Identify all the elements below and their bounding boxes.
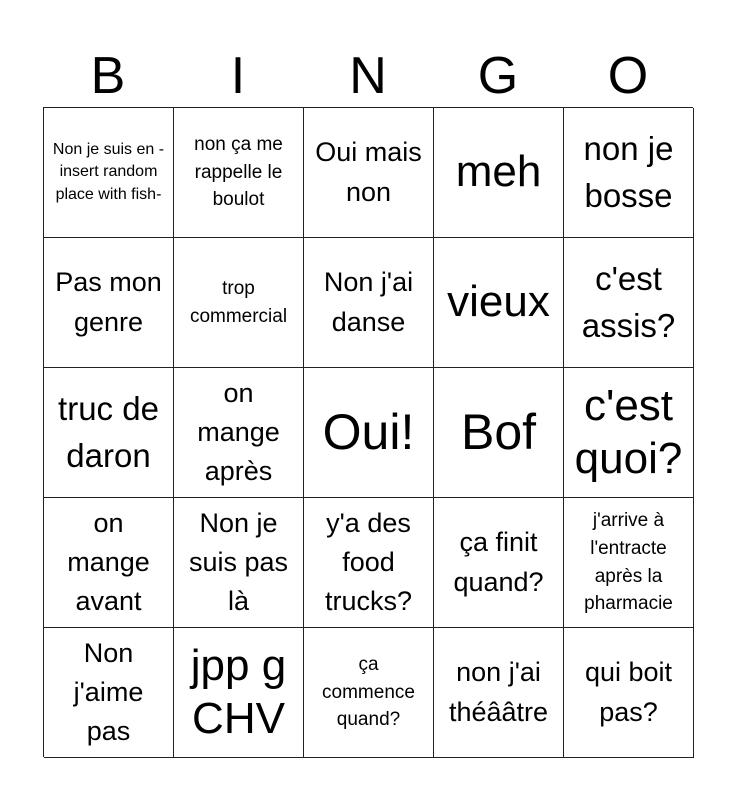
bingo-cell-r3c4[interactable]: Bof xyxy=(434,368,564,498)
bingo-cell-r1c3[interactable]: Oui mais non xyxy=(304,108,434,238)
bingo-cell-r2c5[interactable]: c'est assis? xyxy=(564,238,694,368)
bingo-cell-r4c1[interactable]: on mange avant xyxy=(44,498,174,628)
header-letter-i: I xyxy=(230,47,246,105)
bingo-card xyxy=(43,107,693,757)
bingo-cell-r5c5[interactable]: qui boit pas? xyxy=(564,628,694,758)
bingo-cell-r4c4[interactable]: ça finit quand? xyxy=(434,498,564,628)
bingo-cell-r3c1[interactable]: truc de daron xyxy=(44,368,174,498)
bingo-cell-r5c4[interactable]: non j'ai théââtre xyxy=(434,628,564,758)
bingo-cell-r5c1[interactable]: Non j'aime pas xyxy=(44,628,174,758)
bingo-cell-r4c5[interactable]: j'arrive à l'entracte après la pharmacie xyxy=(564,498,694,628)
bingo-cell-r2c4[interactable]: vieux xyxy=(434,238,564,368)
bingo-cell-r2c2[interactable]: trop commercial xyxy=(174,238,304,368)
bingo-cell-r5c3[interactable]: ça commence quand? xyxy=(304,628,434,758)
bingo-cell-r3c5[interactable]: c'est quoi? xyxy=(564,368,694,498)
bingo-header xyxy=(43,46,693,106)
bingo-cell-r4c3[interactable]: y'a des food trucks? xyxy=(304,498,434,628)
bingo-cell-r1c2[interactable]: non ça me rappelle le boulot xyxy=(174,108,304,238)
bingo-cell-r4c2[interactable]: Non je suis pas là xyxy=(174,498,304,628)
bingo-cell-r2c1[interactable]: Pas mon genre xyxy=(44,238,174,368)
header-letter-g: G xyxy=(477,47,519,105)
bingo-cell-r3c3[interactable]: Oui! xyxy=(304,368,434,498)
bingo-cell-r3c2[interactable]: on mange après xyxy=(174,368,304,498)
header-letter-o: O xyxy=(607,47,649,105)
header-letter-b: B xyxy=(90,47,126,105)
header-letter-n: N xyxy=(349,47,387,105)
bingo-cell-r1c5[interactable]: non je bosse xyxy=(564,108,694,238)
bingo-cell-r1c1[interactable]: Non je suis en -insert random place with fish- xyxy=(44,108,174,238)
bingo-cell-r2c3[interactable]: Non j'ai danse xyxy=(304,238,434,368)
bingo-cell-r1c4[interactable]: meh xyxy=(434,108,564,238)
bingo-cell-r5c2[interactable]: jpp g CHV xyxy=(174,628,304,758)
